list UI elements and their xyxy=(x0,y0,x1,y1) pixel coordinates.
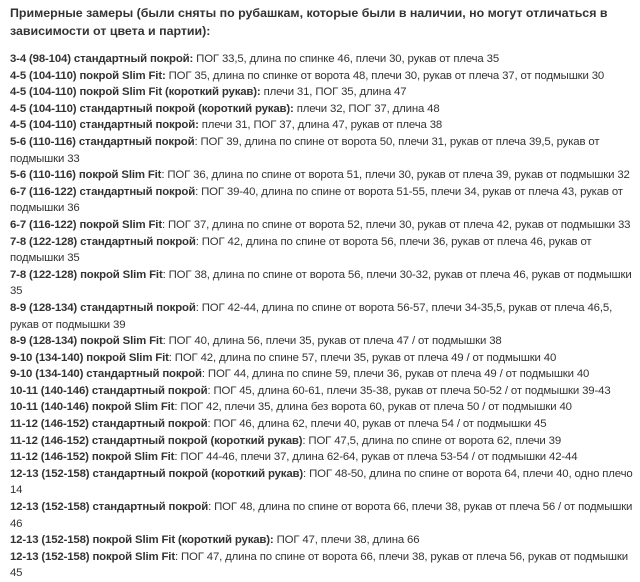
document-title: Примерные замеры (были сняты по рубашкам, которые были в наличии, но могут отличаться в зависимости от цвета и партии): xyxy=(10,6,608,38)
measurement-row xyxy=(10,117,636,134)
size-label: 9-10 (134-140) стандартный покрой xyxy=(10,368,202,381)
measurement-values: : ПОГ 48, длина по спине от ворота 66, плечи 38, рукав от плеча 56 / от подмышки 46 xyxy=(10,501,633,530)
size-label: 7-8 (122-128) стандартный покрой xyxy=(10,235,196,248)
size-label: 5-6 (110-116) покрой Slim Fit xyxy=(10,169,162,182)
size-label: 12-13 (152-158) стандартный покрой (короткий рукав) xyxy=(10,467,304,480)
measurement-values: : ПОГ 42, длина по спине 57, плечи 35, рукав от плеча 49 / от подмышки 40 xyxy=(168,351,557,364)
measurement-row xyxy=(10,68,636,85)
measurement-row xyxy=(10,217,636,234)
size-label: 6-7 (116-122) стандартный покрой xyxy=(10,185,196,198)
measurement-values: : ПОГ 39, длина по спине от ворота 50, плечи 31, рукав от плеча 39,5, рукав от подмышки 33 xyxy=(10,135,600,165)
measurement-values: : ПОГ 44-46, плечи 37, длина 62-64, рукав от плеча 53-54 / от подмышки 42-44 xyxy=(174,451,578,464)
measurement-values: : ПОГ 36, длина по спине от ворота 51, плечи 30, рукав от плеча 39, рукав от подмышки 32 xyxy=(161,169,630,182)
measurement-row xyxy=(10,416,636,433)
size-label: 12-13 (152-158) покрой Slim Fit xyxy=(10,550,175,563)
size-label: 6-7 (116-122) покрой Slim Fit xyxy=(10,218,162,231)
measurement-values: ПОГ 35, длина по спинке от ворота 48, плечи 30, рукав от плеча 37, от подмышки 30 xyxy=(165,69,605,82)
measurement-row xyxy=(10,399,636,416)
measurement-values: : ПОГ 40, длина 56, плечи 35, рукав от плеча 47 / от подмышки 38 xyxy=(162,335,502,348)
measurement-values: плечи 32, ПОГ 37, длина 48 xyxy=(293,102,440,115)
size-label: 12-13 (152-158) стандартный покрой xyxy=(10,501,209,514)
measurement-values: : ПОГ 38, длина по спине от ворота 56, плечи 30-32, рукав от плеча 46, рукав от подмышки 35 xyxy=(10,268,632,298)
measurement-row xyxy=(10,383,636,400)
measurement-row xyxy=(10,449,636,466)
measurement-row xyxy=(10,167,636,184)
measurement-row xyxy=(10,549,636,582)
size-label: 4-5 (104-110) покрой Slim Fit (короткий рукав): xyxy=(10,86,261,99)
measurement-row xyxy=(10,234,636,267)
measurement-list xyxy=(10,51,636,582)
size-label: 4-5 (104-110) стандартный покрой: xyxy=(10,119,199,132)
measurement-values: : ПОГ 47, длина по спине от ворота 66, плечи 38, рукав от плеча 56, рукав от подмышки 45 xyxy=(10,550,628,580)
size-label: 8-9 (128-134) покрой Slim Fit xyxy=(10,335,163,348)
size-label: 4-5 (104-110) покрой Slim Fit: xyxy=(10,69,166,82)
size-label: 8-9 (128-134) стандартный покрой xyxy=(10,301,196,314)
size-label: 10-11 (140-146) покрой Slim Fit xyxy=(10,401,175,414)
size-label: 12-13 (152-158) покрой Slim Fit (короткий рукав): xyxy=(10,534,274,547)
measurement-values: : ПОГ 45, длина 60-61, плечи 35-38, рукав от плеча 50-52 / от подмышки 39-43 xyxy=(207,384,611,397)
measurement-row xyxy=(10,350,636,367)
measurement-values: : ПОГ 37, длина по спине от ворота 52, плечи 30, рукав от плеча 42, рукав от подмышки 33 xyxy=(161,218,631,231)
measurement-row xyxy=(10,101,636,118)
measurement-values: ПОГ 47, плечи 38, длина 66 xyxy=(273,534,420,547)
measurement-values: ПОГ 33,5, длина по спинке 46, плечи 30, рукав от плеча 35 xyxy=(193,53,499,65)
measurement-values: : ПОГ 42-44, длина по спине от ворота 56-57, плечи 34-35,5, рукав от плеча 46,5, рукав от подмышки 39 xyxy=(10,301,613,331)
measurement-values: : ПОГ 48-50, длина по спине от ворота 64, плечи 40, одно плечо 14 xyxy=(10,467,633,497)
measurement-row xyxy=(10,300,636,333)
measurement-row xyxy=(10,333,636,350)
size-label: 11-12 (146-152) покрой Slim Fit xyxy=(10,451,175,464)
measurement-row xyxy=(10,433,636,450)
measurement-row xyxy=(10,366,636,383)
measurement-values: : ПОГ 39-40, длина по спине от ворота 51-55, плечи 34, рукав от плеча 43, рукав от подмышки 36 xyxy=(10,185,623,215)
measurement-values: : ПОГ 42, длина по спине от ворота 56, плечи 36, рукав от плеча 46, рукав от подмышки 35 xyxy=(10,235,592,265)
measurement-values: : ПОГ 46, длина 62, плечи 40, рукав от плеча 54 / от подмышки 45 xyxy=(207,418,547,431)
measurement-row xyxy=(10,84,636,101)
measurement-values: : ПОГ 42, плечи 35, длина без ворота 60, рукав от плеча 50 / от подмышки 40 xyxy=(174,401,572,414)
measurement-row xyxy=(10,532,636,549)
measurement-row xyxy=(10,466,636,499)
size-label: 7-8 (122-128) покрой Slim Fit xyxy=(10,268,163,281)
measurement-values: плечи 31, ПОГ 35, длина 47 xyxy=(260,86,407,99)
measurement-values: : ПОГ 44, длина по спине 59, плечи 36, рукав от плеча 49 / от подмышки 40 xyxy=(201,368,590,381)
measurement-row xyxy=(10,134,636,167)
size-label: 11-12 (146-152) стандартный покрой xyxy=(10,418,208,431)
size-label: 3-4 (98-104) стандартный покрой: xyxy=(10,53,194,65)
size-label: 5-6 (110-116) стандартный покрой xyxy=(10,135,195,148)
size-label: 11-12 (146-152) стандартный покрой (короткий рукав) xyxy=(10,434,303,447)
measurement-row xyxy=(10,51,636,68)
size-label: 9-10 (134-140) покрой Slim Fit xyxy=(10,351,169,364)
measurement-values: : ПОГ 47,5, длина по спине от ворота 62, плечи 39 xyxy=(302,434,562,447)
size-label: 10-11 (140-146) стандартный покрой xyxy=(10,384,208,397)
measurement-row xyxy=(10,184,636,217)
measurement-values: плечи 31, ПОГ 37, длина 47, рукав от плеча 38 xyxy=(198,119,443,132)
measurement-row xyxy=(10,267,636,300)
size-label: 4-5 (104-110) стандартный покрой (короткий рукав): xyxy=(10,102,294,115)
measurement-row xyxy=(10,499,636,532)
